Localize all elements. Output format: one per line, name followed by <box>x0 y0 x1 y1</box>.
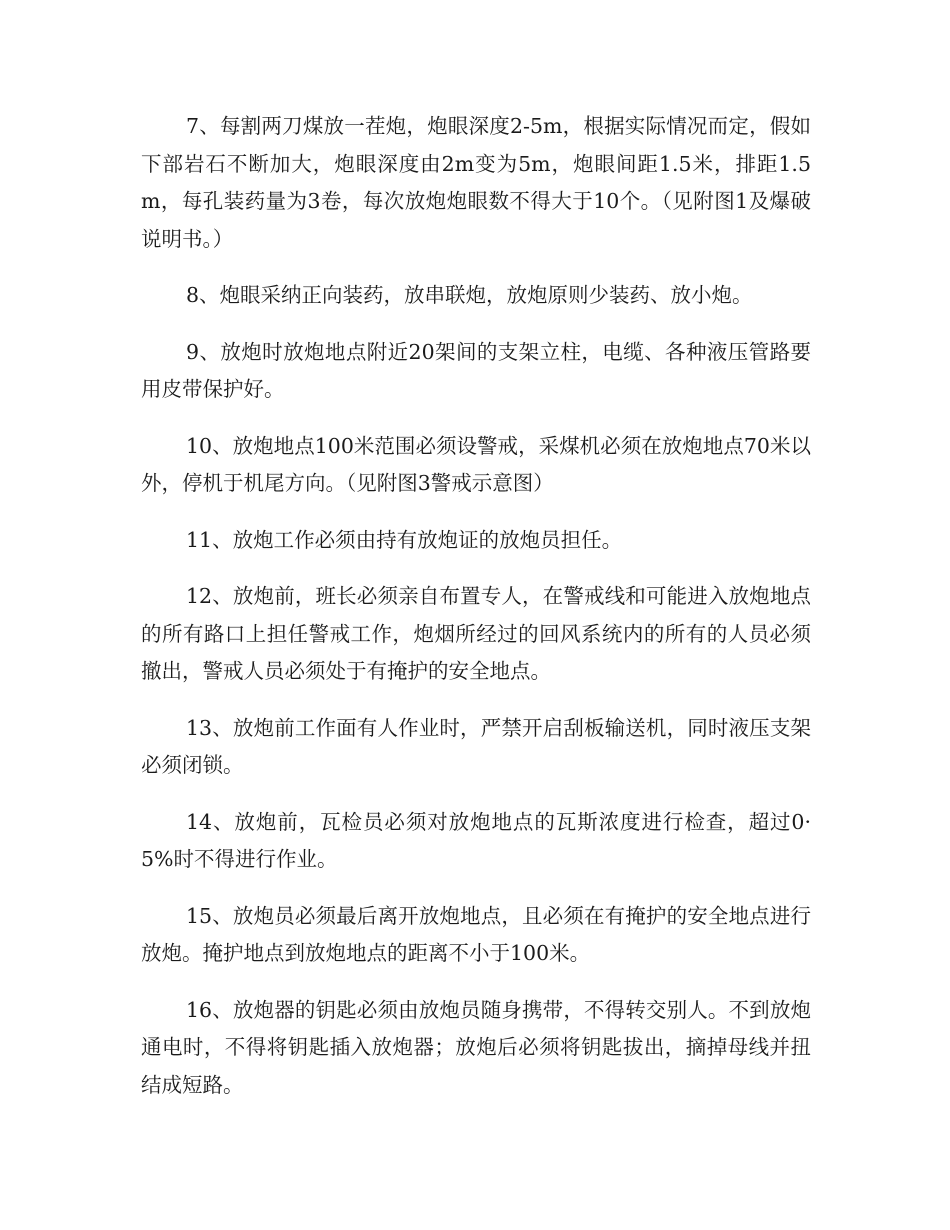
paragraph-item-15: 15、放炮员必须最后离开放炮地点，且必须在有掩护的安全地点进行放炮。掩护地点到放炮地点的距离不小于100米。 <box>141 903 811 965</box>
paragraph-item-7: 7、每割两刀煤放一茬炮，炮眼深度2-5m，根据实际情况而定，假如下部岩石不断加大，炮眼深度由2m变为5m，炮眼间距1.5米，排距1.5m，每孔装药量为3卷，每次放炮炮眼数不得大于10个。（见附图1及爆破说明书。） <box>141 114 811 251</box>
paragraph-item-12: 12、放炮前，班长必须亲自布置专人，在警戒线和可能进入放炮地点的所有路口上担任警戒工作，炮烟所经过的回风系统内的所有的人员必须撤出，警戒人员必须处于有掩护的安全地点。 <box>141 584 811 683</box>
paragraph-item-10: 10、放炮地点100米范围必须设警戒，采煤机必须在放炮地点70米以外，停机于机尾方向。（见附图3警戒示意图） <box>141 433 811 495</box>
paragraph-item-9: 9、放炮时放炮地点附近20架间的支架立柱，电缆、各种液压管路要用皮带保护好。 <box>141 339 811 401</box>
paragraph-item-11: 11、放炮工作必须由持有放炮证的放炮员担任。 <box>186 527 623 552</box>
paragraph-item-14: 14、放炮前，瓦检员必须对放炮地点的瓦斯浓度进行检查，超过0·5%时不得进行作业。 <box>141 809 811 871</box>
document-body <box>141 108 811 1123</box>
paragraph-item-8: 8、炮眼采纳正向装药，放串联炮，放炮原则少装药、放小炮。 <box>186 283 753 307</box>
paragraph-item-16: 16、放炮器的钥匙必须由放炮员随身携带，不得转交别人。不到放炮通电时，不得将钥匙插入放炮器；放炮后必须将钥匙拔出，摘掉母线并扭结成短路。 <box>141 997 811 1097</box>
paragraph-item-13: 13、放炮前工作面有人作业时，严禁开启刮板输送机，同时液压支架必须闭锁。 <box>141 715 811 777</box>
